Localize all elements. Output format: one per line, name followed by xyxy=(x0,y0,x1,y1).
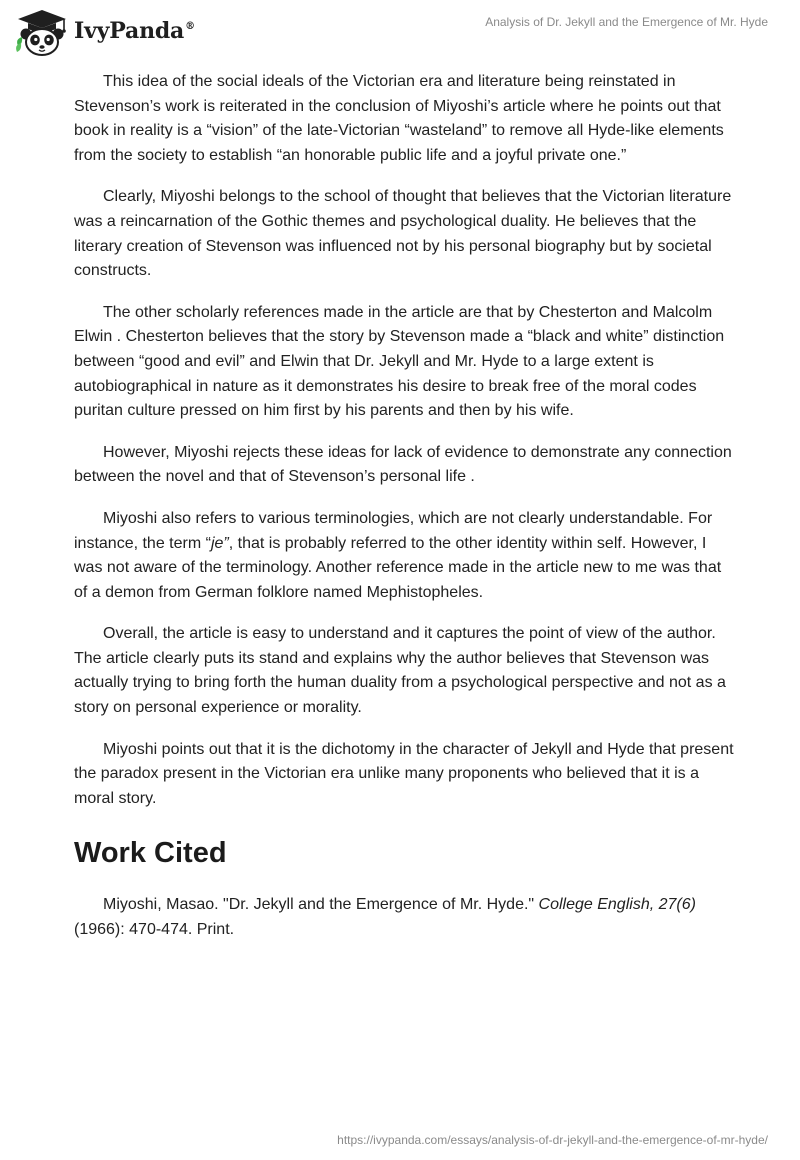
document-title: Analysis of Dr. Jekyll and the Emergence of Mr. Hyde xyxy=(485,15,768,29)
body-paragraph: The other scholarly references made in the article are that by Chesterton and Malcolm Elwin . Chesterton believes that the story by Stevenson made a “black and white” distinction between “good and evil” and Elwin that Dr. Jekyll and Mr. Hyde to a large extent is autobiographical in nature as it demonstrates his desire to break free of the moral codes puritan culture pressed on him first by his parents and then by his wife. xyxy=(74,303,725,420)
citation-details: (1966): 470-474. Print. xyxy=(74,921,235,939)
registered-mark: ® xyxy=(185,21,195,32)
page-header xyxy=(0,0,800,62)
term-emphasis: je” xyxy=(210,534,229,552)
source-url[interactable]: https://ivypanda.com/essays/analysis-of-dr-jekyll-and-the-emergence-of-mr-hyde/ xyxy=(337,1133,768,1147)
body-paragraph: Clearly, Miyoshi belongs to the school of thought that believes that the Victorian literature was a reincarnation of the Gothic themes and psychological duality. He believes that the literary creation of Stevenson was influenced not by his personal biography but by societal constructs. xyxy=(74,188,732,280)
body-paragraph: This idea of the social ideals of the Victorian era and literature being reinstated in Stevenson’s work is reiterated in the conclusion of Miyoshi’s article where he points out that book in reality is a “vision” of the late-Victorian “wasteland” to remove all Hyde-like elements from the society to establish “an honorable public life and a joyful private one.” xyxy=(74,73,724,164)
works-cited-heading: Work Cited xyxy=(74,837,227,870)
brand-name: IvyPanda® xyxy=(74,18,195,44)
essay-content xyxy=(74,70,734,943)
panda-graduate-icon xyxy=(14,8,70,56)
paragraph-text: Miyoshi also refers to various terminologies, which are not clearly understandable. For instance, the term “ xyxy=(74,509,713,552)
body-paragraph: Overall, the article is easy to understand and it captures the point of view of the author. The article clearly puts its stand and explains why the author believes that Stevenson was actually trying to bring forth the human duality from a psychological perspective and not as a story on personal experience or morality. xyxy=(74,625,726,717)
body-paragraph: Miyoshi points out that it is the dichotomy in the character of Jekyll and Hyde that present the paradox present in the Victorian era unlike many proponents who believed that it is a moral story. xyxy=(74,740,734,807)
body-paragraph: However, Miyoshi rejects these ideas for lack of evidence to demonstrate any connection between the novel and that of Stevenson’s personal life . xyxy=(74,443,732,486)
paragraph-text: , that is probably referred to the other identity within self. However, I was not aware of the terminology. Another reference made in the article new to me was that of a demon from German folklore named Mephistopheles. xyxy=(74,534,722,601)
citation-entry xyxy=(74,893,734,942)
body-paragraph xyxy=(74,507,734,605)
citation-authors-title: Miyoshi, Masao. "Dr. Jekyll and the Emergence of Mr. Hyde." xyxy=(103,896,539,914)
citation-journal: College English, 27(6) xyxy=(538,896,696,914)
brand-logo[interactable] xyxy=(14,8,195,56)
